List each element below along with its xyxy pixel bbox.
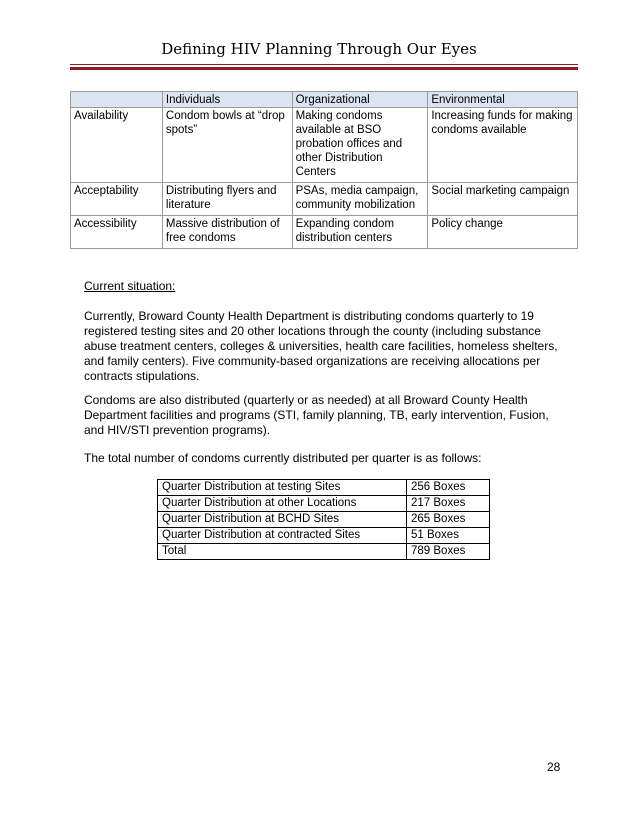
table-row bbox=[158, 528, 490, 544]
table-row bbox=[158, 480, 490, 496]
header-rule-thick bbox=[70, 67, 578, 70]
matrix-cell: Policy change bbox=[428, 216, 578, 249]
matrix-row bbox=[71, 108, 578, 183]
page-number: 28 bbox=[547, 760, 561, 774]
matrix-cell: Expanding condom distribution centers bbox=[292, 216, 428, 249]
distribution-value: 217 Boxes bbox=[407, 496, 490, 512]
paragraph-bchd-facilities: Condoms are also distributed (quarterly or as needed) at all Broward County Health Department facilities and programs (STI, family planning, TB, early intervention, Fusion, and HIV/STI prevention programs). bbox=[84, 393, 549, 437]
paragraph-total-intro: The total number of condoms currently distributed per quarter is as follows: bbox=[84, 451, 482, 465]
matrix-cell: Massive distribution of free condoms bbox=[162, 216, 292, 249]
distribution-label: Quarter Distribution at contracted Sites bbox=[158, 528, 407, 544]
matrix-cell: Increasing funds for making condoms available bbox=[428, 108, 578, 183]
matrix-row-label: Availability bbox=[71, 108, 163, 183]
matrix-header-cell: Individuals bbox=[162, 92, 292, 108]
current-situation-heading: Current situation: bbox=[84, 279, 176, 293]
matrix-row bbox=[71, 183, 578, 216]
page-header-title: Defining HIV Planning Through Our Eyes bbox=[161, 40, 477, 58]
strategy-matrix-table bbox=[70, 91, 578, 249]
table-row-total bbox=[158, 544, 490, 560]
distribution-label: Total bbox=[158, 544, 407, 560]
matrix-row-label: Accessibility bbox=[71, 216, 163, 249]
matrix-cell: PSAs, media campaign, community mobilization bbox=[292, 183, 428, 216]
distribution-label: Quarter Distribution at BCHD Sites bbox=[158, 512, 407, 528]
matrix-row bbox=[71, 216, 578, 249]
distribution-value: 256 Boxes bbox=[407, 480, 490, 496]
matrix-header-cell: Organizational bbox=[292, 92, 428, 108]
matrix-cell: Social marketing campaign bbox=[428, 183, 578, 216]
matrix-cell: Condom bowls at “drop spots” bbox=[162, 108, 292, 183]
distribution-value: 51 Boxes bbox=[407, 528, 490, 544]
distribution-value: 789 Boxes bbox=[407, 544, 490, 560]
header-rule-thin bbox=[70, 64, 578, 65]
quarterly-distribution-table bbox=[157, 479, 490, 560]
matrix-header-cell: Environmental bbox=[428, 92, 578, 108]
matrix-cell: Distributing flyers and literature bbox=[162, 183, 292, 216]
table-row bbox=[158, 496, 490, 512]
matrix-row-label: Acceptability bbox=[71, 183, 163, 216]
matrix-cell: Making condoms available at BSO probation offices and other Distribution Centers bbox=[292, 108, 428, 183]
distribution-label: Quarter Distribution at testing Sites bbox=[158, 480, 407, 496]
matrix-header-cell-corner bbox=[71, 92, 163, 108]
table-row bbox=[158, 512, 490, 528]
matrix-header-row bbox=[71, 92, 578, 108]
distribution-value: 265 Boxes bbox=[407, 512, 490, 528]
paragraph-distribution-overview: Currently, Broward County Health Department is distributing condoms quarterly to 19 registered testing sites and 20 other locations through the county (including substance abuse treatment centers, colleges & universities, health care facilities, homeless shelters, and family centers). Five community-based organizations are receiving allocations per contracts stipulations. bbox=[84, 309, 558, 383]
distribution-label: Quarter Distribution at other Locations bbox=[158, 496, 407, 512]
